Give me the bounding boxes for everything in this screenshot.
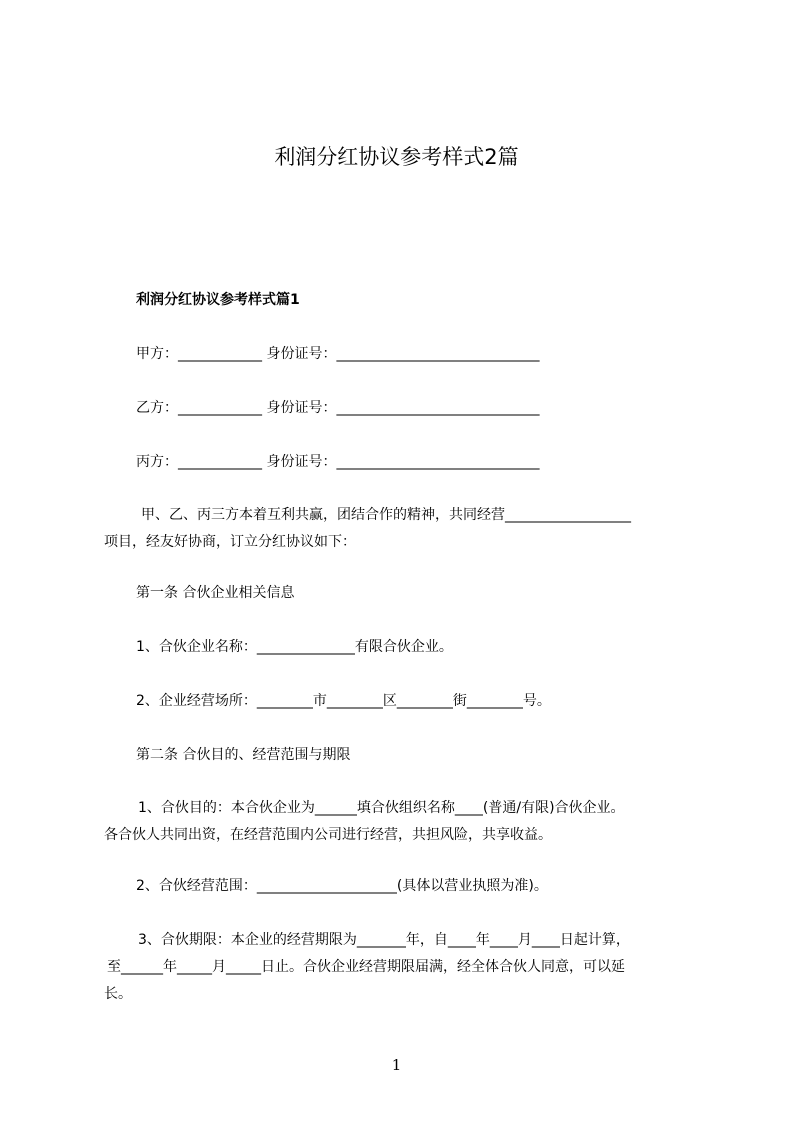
article-1-item-1: 1、合伙企业名称：______________有限合伙企业。 (136, 639, 453, 655)
article-2-heading: 第二条 合伙目的、经营范围与期限 (136, 747, 351, 763)
page-number: 1 (391, 1056, 402, 1074)
party-c-line: 丙方：____________ 身份证号：_____________________________ (136, 454, 540, 470)
article-2-item-3-line-3: 长。 (104, 986, 132, 1002)
intro-line-1: 甲、乙、丙三方本着互利共赢，团结合作的精神，共同经营__________________ (141, 507, 631, 523)
intro-line-2: 项目，经友好协商，订立分红协议如下： (104, 534, 356, 550)
article-2-item-1-line-2: 各合伙人共同出资，在经营范围内公司进行经营，共担风险，共享收益。 (104, 827, 552, 843)
article-2-item-2: 2、合伙经营范围：____________________(具体以营业执照为准)。 (136, 878, 548, 894)
article-2-item-3-line-1: 3、合伙期限：本企业的经营期限为_______年，自____年____月____日起计算， (138, 932, 630, 948)
party-a-line: 甲方：____________ 身份证号：_____________________________ (136, 346, 540, 362)
article-2-item-1-line-1: 1、合伙目的：本合伙企业为______填合伙组织名称____(普通/有限)合伙企业。 (138, 800, 625, 816)
party-b-line: 乙方：____________ 身份证号：_____________________________ (136, 400, 540, 416)
document-title: 利润分红协议参考样式2篇 (274, 145, 519, 169)
article-1-heading: 第一条 合伙企业相关信息 (136, 585, 295, 601)
article-1-item-2: 2、企业经营场所：________市________区________街________号。 (136, 693, 551, 709)
section-heading: 利润分红协议参考样式篇1 (136, 292, 300, 308)
article-2-item-3-line-2: 至______年_____月_____日止。合伙企业经营期限届满，经全体合伙人同意，可以延 (107, 959, 625, 975)
